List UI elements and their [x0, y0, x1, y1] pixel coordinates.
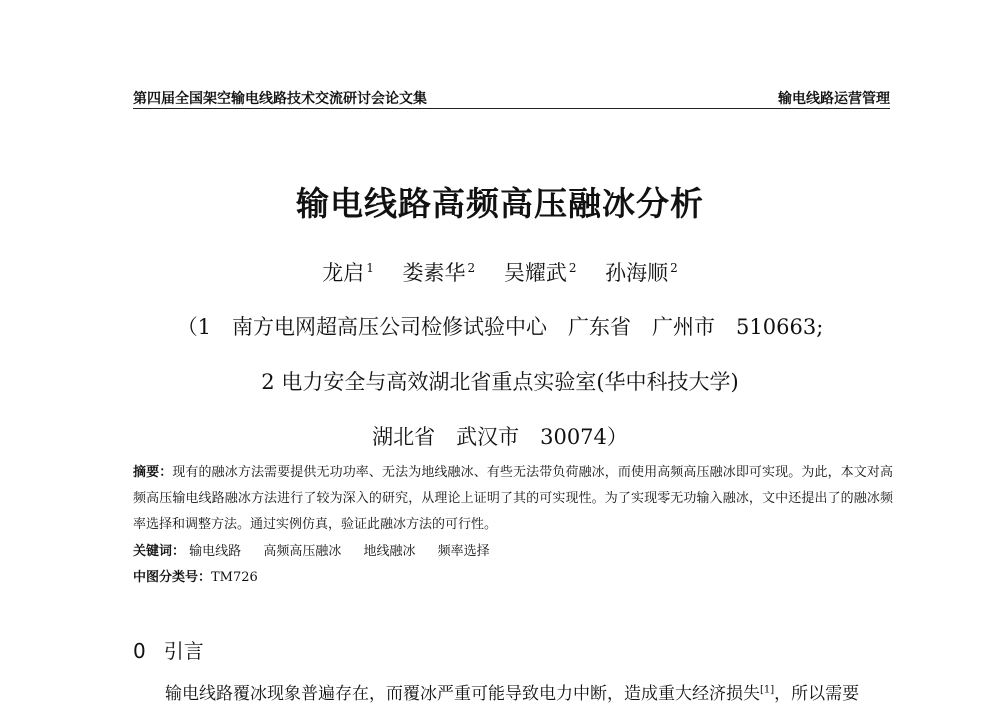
- abstract: [133, 460, 893, 538]
- section-title: 引言: [163, 639, 204, 663]
- keyword: 地线融冰: [363, 544, 416, 559]
- author-name: 吴耀武: [503, 261, 567, 285]
- author-name: 龙启: [322, 261, 365, 285]
- author: [403, 261, 476, 285]
- keyword: 频率选择: [437, 544, 490, 559]
- classification-number: [133, 566, 258, 585]
- paper-title: 输电线路高频高压融冰分析: [296, 184, 704, 223]
- section-heading: [133, 635, 204, 664]
- header-section-name: 输电线路运营管理: [778, 91, 890, 107]
- keyword: 输电线路: [189, 544, 242, 559]
- author-name: 孙海顺: [605, 261, 669, 285]
- classification-label: 中图分类号：: [133, 570, 212, 585]
- abstract-text: 现有的融冰方法需要提供无功功率、无法为地线融冰、有些无法带负荷融冰，而使用高频高压融冰即可实现。为此，本文对高频高压输电线路融冰方法进行了较为深入的研究，从理论上证明了其的可实现性。为了实现零无功输入融冰，文中还提出了的融冰频率选择和调整方法。通过实例仿真，验证此融冰方法的可行性。: [133, 465, 893, 532]
- header-proceedings-title: 第四届全国架空输电线路技术交流研讨会论文集: [133, 91, 427, 107]
- author-affiliation-mark: 2: [568, 261, 577, 275]
- affiliation-line-2: 2 电力安全与高效湖北省重点实验室(华中科技大学): [261, 370, 739, 394]
- author-name: 娄素华: [402, 261, 466, 285]
- section-number: 0: [133, 639, 146, 663]
- keyword: 高频高压融冰: [263, 544, 342, 559]
- keywords: [133, 540, 508, 559]
- body-paragraph: [165, 679, 859, 704]
- keywords-label: 关键词：: [133, 544, 186, 559]
- author-affiliation-mark: 2: [670, 261, 678, 275]
- abstract-label: 摘要：: [133, 465, 173, 480]
- author: [605, 261, 678, 285]
- author-list: [0, 257, 1000, 287]
- running-header: [133, 86, 890, 109]
- affiliation-line-3: 湖北省 武汉市 30074）: [372, 425, 628, 449]
- author: [504, 261, 577, 285]
- affiliation-line-1: （1 南方电网超高压公司检修试验中心 广东省 广州市 510663;: [176, 315, 824, 339]
- author: [322, 261, 374, 285]
- body-text-continued: ，所以需要: [774, 684, 860, 704]
- body-text: 输电线路覆冰现象普遍存在，而覆冰严重可能导致电力中断，造成重大经济损失: [165, 684, 760, 704]
- citation-reference: [1]: [760, 684, 775, 696]
- author-affiliation-mark: 1: [366, 261, 374, 275]
- author-affiliation-mark: 2: [467, 261, 476, 275]
- classification-value: TM726: [211, 570, 258, 585]
